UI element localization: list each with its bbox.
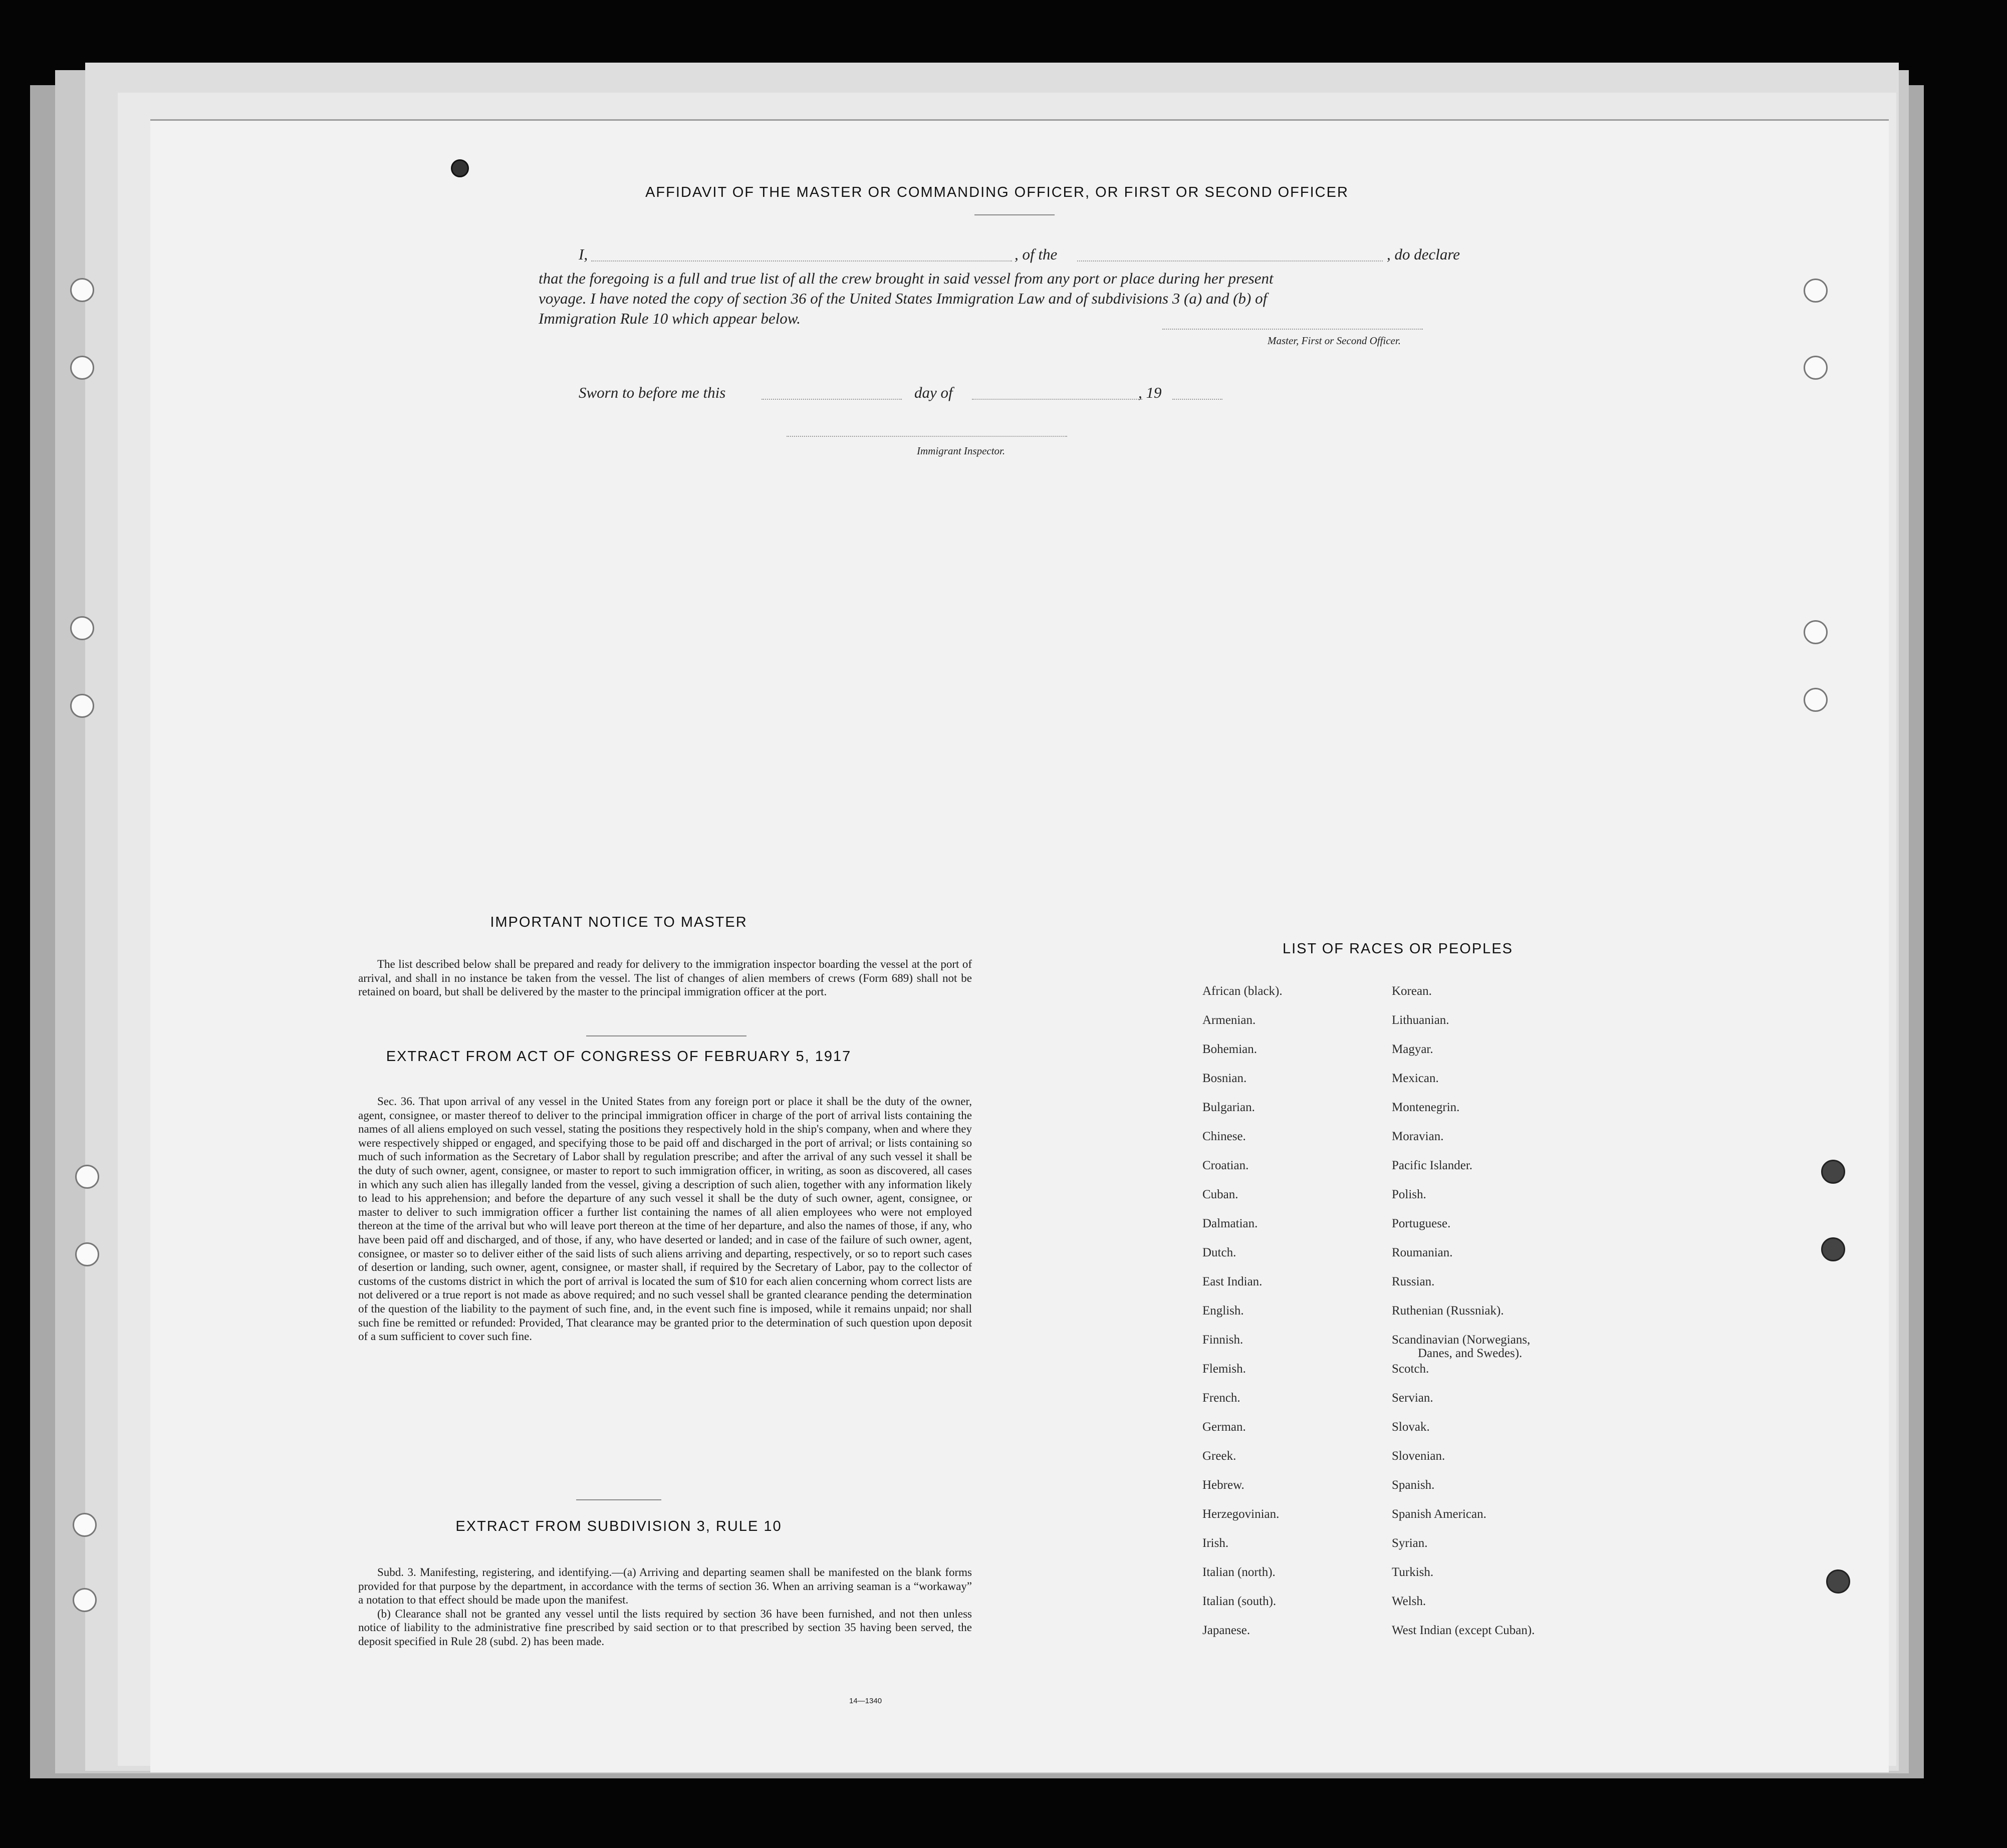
document-page: [150, 119, 1889, 1772]
race-item: Russian.: [1392, 1275, 1435, 1288]
declaration-line-1: that the foregoing is a full and true list of all the crew brought in said vessel from any port or place during her present: [539, 270, 1274, 287]
vessel-name-field[interactable]: [1077, 260, 1383, 261]
binder-hole: [1804, 356, 1828, 380]
day-of-label: day of: [914, 384, 953, 401]
race-item: Danes, and Swedes).: [1418, 1347, 1523, 1360]
race-item: African (black).: [1202, 984, 1283, 998]
race-item: East Indian.: [1202, 1275, 1263, 1288]
race-item: Korean.: [1392, 984, 1432, 998]
race-item: Lithuanian.: [1392, 1013, 1449, 1027]
master-signature-field[interactable]: [1162, 329, 1423, 330]
binder-hole: [70, 694, 94, 718]
binder-hole: [1804, 688, 1828, 712]
race-item: Dutch.: [1202, 1246, 1236, 1259]
race-item: Irish.: [1202, 1536, 1229, 1550]
race-item: Turkish.: [1392, 1565, 1434, 1579]
race-item: Japanese.: [1202, 1624, 1250, 1637]
race-item: Montenegrin.: [1392, 1101, 1460, 1114]
affidavit-title: AFFIDAVIT OF THE MASTER OR COMMANDING OFFICER, OR FIRST OR SECOND OFFICER: [645, 184, 1349, 200]
race-item: Spanish American.: [1392, 1507, 1486, 1521]
affidavit-do-declare-label: , do declare: [1387, 245, 1460, 263]
sworn-day-field[interactable]: [762, 399, 902, 400]
race-item: Bosnian.: [1202, 1072, 1247, 1085]
race-item: Scandinavian (Norwegians,: [1392, 1333, 1531, 1347]
binder-hole: [70, 616, 94, 640]
sworn-label: Sworn to before me this: [579, 384, 726, 401]
notice-heading: IMPORTANT NOTICE TO MASTER: [490, 914, 747, 930]
race-item: Italian (south).: [1202, 1595, 1277, 1608]
race-item: French.: [1202, 1391, 1240, 1405]
race-item: Portuguese.: [1392, 1217, 1451, 1230]
race-item: Moravian.: [1392, 1130, 1444, 1143]
race-item: Bulgarian.: [1202, 1101, 1255, 1114]
form-number: 14—1340: [849, 1697, 882, 1705]
signer-caption: Master, First or Second Officer.: [1268, 335, 1401, 347]
binder-hole: [1804, 620, 1828, 644]
declaration-line-3: Immigration Rule 10 which appear below.: [539, 310, 801, 327]
race-item: Syrian.: [1392, 1536, 1428, 1550]
notice-text: The list described below shall be prepared and ready for delivery to the immigration inspector boarding the vessel at the port of arrival, and shall in no instance be taken from the vessel. The list of changes of alien members of crews (Form 689) shall not be retained on board, but shall be delivered by the master to the principal immigration officer at the port.: [358, 958, 972, 998]
race-item: Armenian.: [1202, 1013, 1256, 1027]
race-item: Chinese.: [1202, 1130, 1246, 1143]
sworn-year-field[interactable]: [1172, 399, 1222, 400]
races-heading: LIST OF RACES OR PEOPLES: [1282, 941, 1514, 957]
punch-mark: [451, 159, 469, 177]
binder-hole: [70, 356, 94, 380]
race-item: Bohemian.: [1202, 1042, 1258, 1056]
race-item: West Indian (except Cuban).: [1392, 1624, 1535, 1637]
binder-hole: [1826, 1569, 1850, 1594]
race-item: Mexican.: [1392, 1072, 1439, 1085]
binder-hole: [1821, 1237, 1845, 1261]
race-item: Herzegovinian.: [1202, 1507, 1280, 1521]
master-name-field[interactable]: [591, 260, 1012, 261]
race-item: Dalmatian.: [1202, 1217, 1258, 1230]
affidavit-i-label: I,: [579, 245, 588, 263]
binder-hole: [73, 1513, 97, 1537]
race-item: Finnish.: [1202, 1333, 1243, 1347]
race-item: Italian (north).: [1202, 1565, 1276, 1579]
race-item: Hebrew.: [1202, 1478, 1244, 1492]
race-item: German.: [1202, 1420, 1246, 1434]
race-item: English.: [1202, 1304, 1244, 1317]
race-item: Cuban.: [1202, 1188, 1238, 1201]
race-item: Welsh.: [1392, 1595, 1426, 1608]
race-item: Spanish.: [1392, 1478, 1435, 1492]
binder-hole: [75, 1165, 99, 1189]
binder-hole: [1821, 1160, 1845, 1184]
binder-hole: [75, 1242, 99, 1266]
inspector-signature-field[interactable]: [787, 436, 1067, 437]
inspector-caption: Immigrant Inspector.: [917, 445, 1006, 457]
rule-extract-text: Subd. 3. Manifesting, registering, and identifying.—(a) Arriving and departing seamen shall be manifested on the blank forms provided for that purpose by the department, in accordance with the terms of section 36. When an arriving seaman is a “workaway” a notation to that effect should be made upon the manifest. (b) Clearance shall not be granted any vessel until the lists required by section 36 have been furnished, and not then unless notice of liability to the administrative fine prescribed by said section or to that prescribed by section 35 having been served, the deposit specified in Rule 28 (subd. 2) has been made.: [358, 1566, 972, 1648]
affidavit-of-the-label: , of the: [1015, 245, 1058, 263]
race-item: Polish.: [1392, 1188, 1426, 1201]
race-item: Slovak.: [1392, 1420, 1430, 1434]
race-item: Servian.: [1392, 1391, 1433, 1405]
race-item: Scotch.: [1392, 1362, 1429, 1376]
binder-hole: [70, 278, 94, 302]
year-label: , 19: [1138, 384, 1162, 401]
race-item: Slovenian.: [1392, 1449, 1445, 1463]
act-extract-text: Sec. 36. That upon arrival of any vessel in the United States from any foreign port or place it shall be the duty of the owner, agent, consignee, or master thereof to deliver to the principal immigration officer in charge of the port of arrival lists containing the names of all aliens employed on such vessel, stating the positions they respectively hold in the ship's company, when and where they were respectively shipped or engaged, and specifying those to be paid off and discharged in the port of arrival; or lists containing so much of such information as the Secretary of Labor shall by regulation prescribe; and after the arrival of any such vessel it shall be the duty of such owner, agent, consignee, or master to report to such immigration officer, in writing, as soon as discovered, all cases in which any such alien has illegally landed from the vessel, giving a description of such alien, together with any information likely to lead to his apprehension; and before the departure of any such vessel it shall be the duty of such owner, agent, consignee, or master to deliver to such immigration officer a further list containing the names of all alien employees who were not employed thereon at the time of the arrival but who will leave port thereon at the time of her departure, and also the names of those, if any, who have been paid off and discharged, and of those, if any, who have deserted or landed; and in case of the failure of such owner, agent, consignee, or master so to deliver either of the said lists of such aliens arriving and departing, respectively, or so to report such cases of desertion or landing, such owner, agent, consignee, or master shall, if required by the Secretary of Labor, pay to the collector of customs of the customs district in which the port of arrival is located the sum of $10 for each alien concerning whom correct lists are not delivered or a true report is not made as above required; and no such vessel shall be granted clearance pending the determination of the question of the liability to the payment of such fine, and, in the event such fine is imposed, while it remains unpaid; nor shall such fine be remitted or refunded: Provided, That clearance may be granted prior to the determination of such question upon deposit of a sum sufficient to cover such fine.: [358, 1095, 972, 1343]
race-item: Roumanian.: [1392, 1246, 1453, 1259]
rule-extract-heading: EXTRACT FROM SUBDIVISION 3, RULE 10: [455, 1518, 782, 1534]
act-extract-heading: EXTRACT FROM ACT OF CONGRESS OF FEBRUARY 5, 1917: [386, 1048, 852, 1065]
binder-hole: [73, 1588, 97, 1612]
race-item: Croatian.: [1202, 1159, 1249, 1172]
race-item: Flemish.: [1202, 1362, 1246, 1376]
race-item: Magyar.: [1392, 1042, 1433, 1056]
sworn-month-field[interactable]: [972, 399, 1142, 400]
declaration-line-2: voyage. I have noted the copy of section 36 of the United States Immigration Law and of subdivisions 3 (a) and (b) of: [539, 290, 1268, 307]
race-item: Greek.: [1202, 1449, 1236, 1463]
race-item: Pacific Islander.: [1392, 1159, 1473, 1172]
binder-hole: [1804, 279, 1828, 303]
race-item: Ruthenian (Russniak).: [1392, 1304, 1504, 1317]
